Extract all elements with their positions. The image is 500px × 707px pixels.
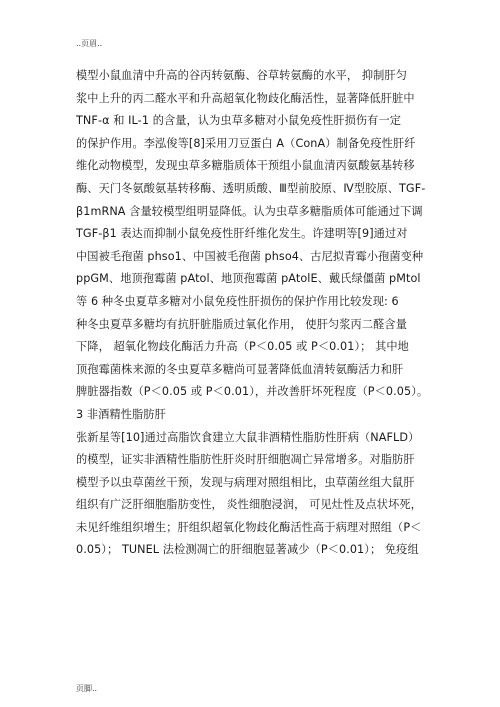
- text-line: 未见纤维组织增生；肝组织超氧化物歧化酶活性高于病理对照组（P＜: [76, 520, 422, 534]
- text-line: 0.05）； TUNEL 法检测凋亡的肝细胞显著减少（P＜0.01）； 免疫组: [76, 543, 419, 557]
- section-heading: 3 非酒精性脂肪肝: [76, 407, 166, 421]
- text-line: TNF-α 和 IL-1 的含量，认为虫草多糖对小鼠免疫性肝损伤有一定: [76, 114, 402, 128]
- text-line: 组织有广泛肝细胞脂肪变性， 炎性细胞浸润， 可见灶性及点状坏死，: [76, 498, 422, 512]
- text-line: 下降， 超氧化物歧化酶活力升高（P＜0.05 或 P＜0.01）； 其中地: [76, 340, 409, 354]
- text-line: 张新星等[10]通过高脂饮食建立大鼠非酒精性脂肪性肝病（NAFLD）: [76, 430, 420, 444]
- page-footer: 页脚..: [76, 684, 98, 693]
- text-line: β1mRNA 含量较模型组明显降低。认为虫草多糖脂质体可能通过下调: [76, 204, 423, 218]
- text-line: 等 6 种冬虫夏草多糖对小鼠免疫性肝损伤的保护作用比较发现: 6: [76, 294, 399, 308]
- body-text: [76, 65, 436, 562]
- text-line: 顶孢霉菌株来源的冬虫夏草多糖尚可显著降低血清转氨酶活力和肝: [76, 362, 404, 376]
- text-line: 维化动物模型，发现虫草多糖脂质体干预组小鼠血清丙氨酸氨基转移: [76, 159, 415, 173]
- text-line: 的模型，证实非酒精性脂肪性肝炎时肝细胞凋亡异常增多。对脂肪肝: [76, 453, 415, 467]
- text-line: 模型予以虫草菌丝干预，发现与病理对照组相比，虫草菌丝组大鼠肝: [76, 475, 415, 489]
- text-line: 脾脏器指数（P＜0.05 或 P＜0.01），并改善肝坏死程度（P＜0.05）。: [76, 385, 429, 399]
- text-line: 模型小鼠血清中升高的谷丙转氨酶、谷草转氨酶的水平， 抑制肝匀: [76, 69, 407, 82]
- text-line: 酶、天门冬氨酸氨基转移酶、透明质酸、Ⅲ型前胶原、Ⅳ型胶原、TGF-: [76, 181, 426, 195]
- text-line: ppGM、地顶孢霉菌 pAtol、地顶孢霉菌 pAtolE、戴氏绿僵菌 pMtol: [76, 272, 421, 286]
- text-line: 种冬虫夏草多糖均有抗肝脏脂质过氧化作用， 使肝匀浆丙二醛含量: [76, 317, 407, 331]
- page-header: ..页眉..: [76, 39, 103, 48]
- text-line: 中国被毛孢菌 phso1、中国被毛孢菌 phso4、古尼拟青霉小孢菌变种: [76, 249, 424, 263]
- text-line: TGF-β1 表达而抑制小鼠免疫性肝纤维化发生。许建明等[9]通过对: [76, 227, 408, 241]
- text-line: 的保护作用。李泓俊等[8]采用刀豆蛋白 A（ConA）制备免疫性肝纤: [76, 136, 416, 150]
- text-line: 浆中上升的丙二醛水平和升高超氧化物歧化酶活性，显著降低肝脏中: [76, 91, 415, 105]
